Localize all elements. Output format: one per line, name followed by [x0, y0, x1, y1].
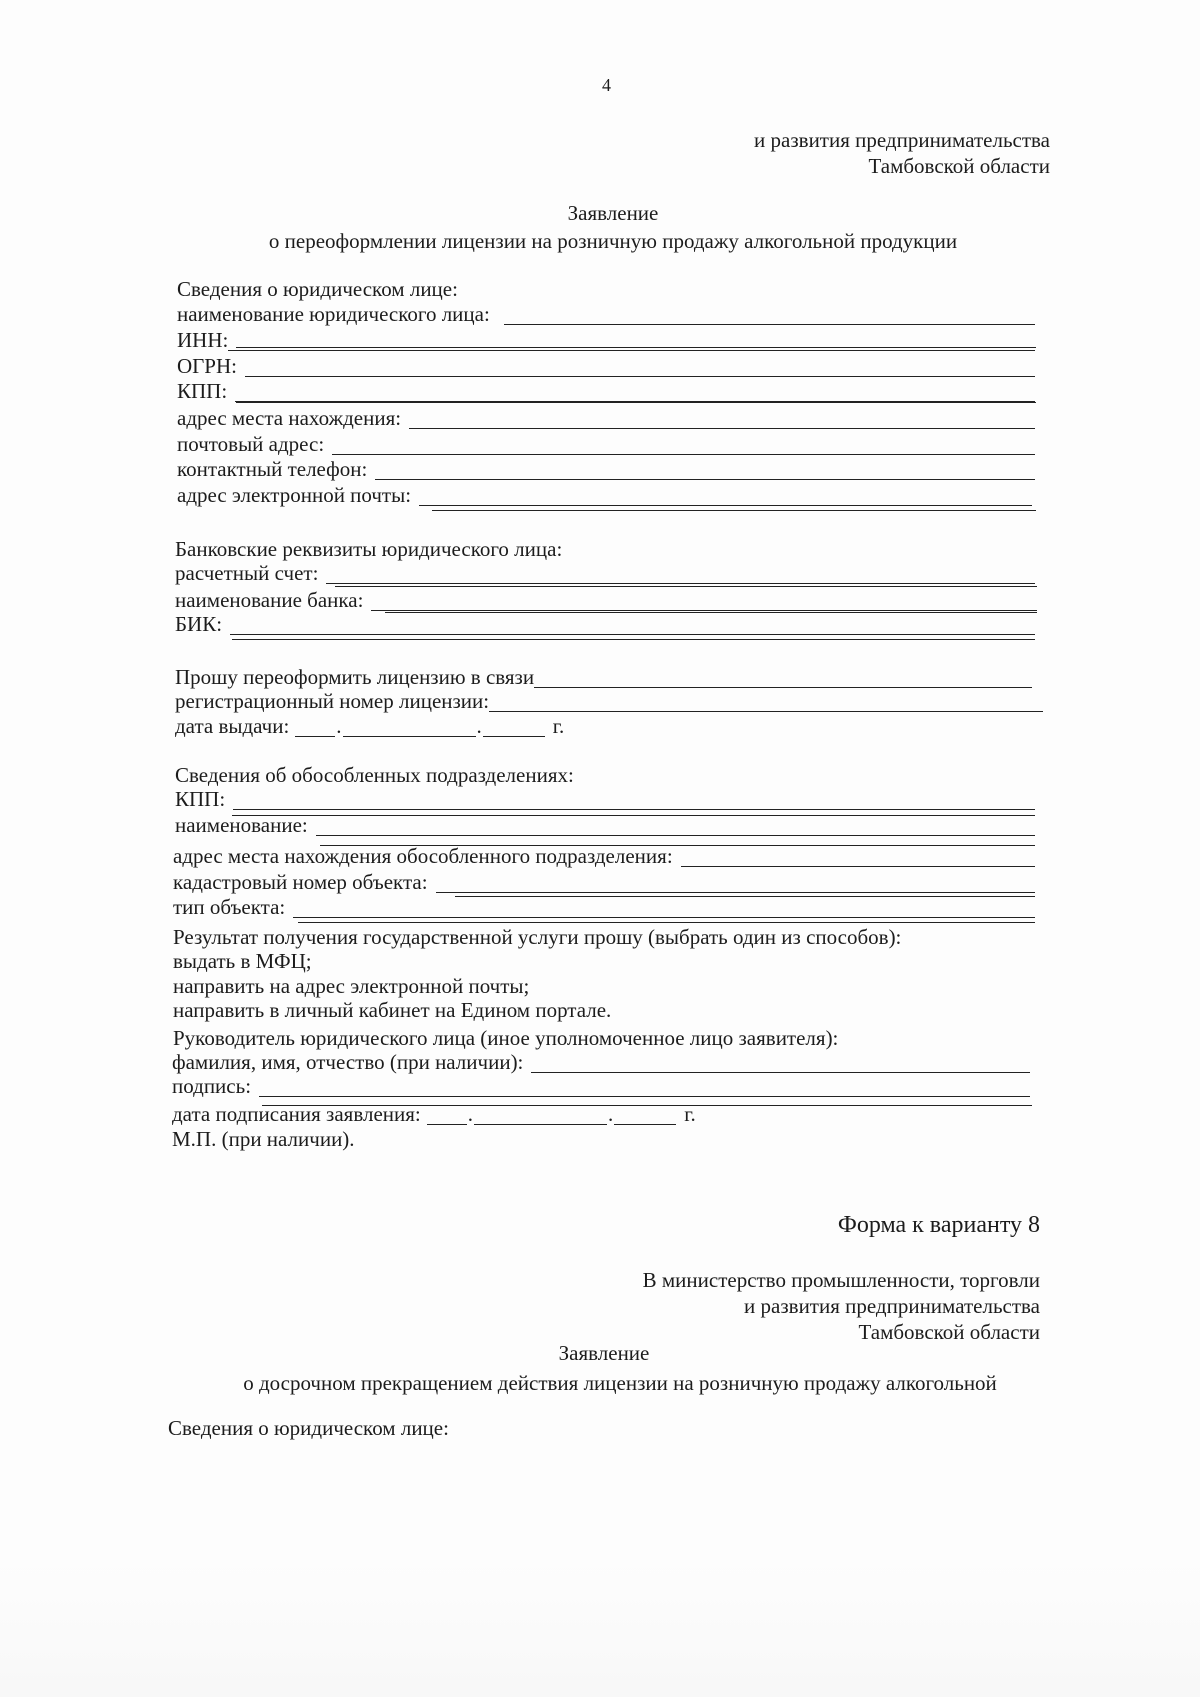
- fill-line[interactable]: [230, 617, 1035, 635]
- field-label: кадастровый номер объекта:: [173, 870, 428, 894]
- form8-subject: о досрочном прекращением действия лицензии на розничную продажу алкогольной: [243, 1371, 997, 1395]
- fill-line-continuation: [335, 586, 1037, 587]
- fill-line[interactable]: [245, 359, 1035, 377]
- fill-line-continuation: [298, 922, 1035, 923]
- field-entity-name[interactable]: [177, 304, 1035, 325]
- field-subdivision-name[interactable]: [175, 815, 1035, 836]
- fill-line-continuation: [432, 510, 1036, 511]
- application-title: Заявление: [567, 201, 659, 225]
- field-bank-name[interactable]: [175, 590, 1037, 611]
- field-label: Прошу переоформить лицензию в связи: [175, 665, 535, 689]
- fill-line[interactable]: [259, 1079, 1030, 1097]
- field-signature[interactable]: [172, 1076, 1030, 1097]
- fill-line[interactable]: [419, 488, 1032, 506]
- form8-title: Заявление: [558, 1341, 650, 1365]
- field-label: БИК:: [175, 612, 223, 636]
- fill-line[interactable]: [375, 462, 1035, 480]
- field-label: ИНН:: [177, 328, 229, 352]
- field-label: контактный телефон:: [177, 457, 368, 481]
- field-label: регистрационный номер лицензии:: [175, 689, 490, 713]
- fill-line[interactable]: [681, 849, 1035, 867]
- fill-line[interactable]: [316, 818, 1035, 836]
- field-label: ОГРН:: [177, 354, 237, 378]
- year-line[interactable]: [483, 719, 545, 737]
- fill-line-continuation: [232, 639, 1035, 640]
- fill-line-continuation: [385, 612, 1037, 613]
- fill-line[interactable]: [534, 670, 1032, 688]
- fill-line[interactable]: [409, 411, 1035, 429]
- field-bik[interactable]: [175, 614, 1035, 635]
- addressee-line-1: и развития предпринимательства: [754, 128, 1050, 152]
- field-subdivision-address[interactable]: [173, 846, 1035, 867]
- field-kpp[interactable]: [177, 381, 1035, 402]
- fill-line[interactable]: [233, 792, 1035, 810]
- field-label: адрес места нахождения:: [177, 406, 402, 430]
- field-label: КПП:: [177, 379, 228, 403]
- form8-addressee-line-1: В министерство промышленности, торговли: [642, 1268, 1040, 1292]
- fill-line[interactable]: [293, 900, 1035, 918]
- fill-line[interactable]: [235, 384, 1035, 402]
- page-number: 4: [602, 75, 611, 95]
- field-object-type[interactable]: [173, 897, 1035, 918]
- field-label: подпись:: [172, 1074, 252, 1098]
- field-cadastral-number[interactable]: [173, 872, 1035, 893]
- year-suffix: г.: [684, 1102, 696, 1126]
- field-label: почтовый адрес:: [177, 432, 325, 456]
- month-line[interactable]: [474, 1107, 607, 1125]
- form8-addressee-line-2: и развития предпринимательства: [744, 1294, 1040, 1318]
- legal-entity-heading: Сведения о юридическом лице:: [177, 277, 458, 301]
- result-heading: Результат получения государственной услуги прошу (выбрать один из способов):: [173, 925, 902, 949]
- field-sign-date[interactable]: дата подписания заявления: . . г.: [172, 1102, 696, 1126]
- field-label: КПП:: [175, 787, 226, 811]
- field-label: адрес места нахождения обособленного подразделения:: [173, 844, 673, 868]
- result-option-mfc[interactable]: выдать в МФЦ;: [173, 949, 312, 973]
- field-label: фамилия, имя, отчество (при наличии):: [172, 1050, 524, 1074]
- field-phone[interactable]: [177, 459, 1035, 480]
- year-line[interactable]: [614, 1107, 676, 1125]
- field-label: дата выдачи:: [175, 714, 290, 738]
- field-label: наименование юридического лица:: [177, 302, 490, 326]
- fill-line-continuation: [236, 402, 1036, 403]
- day-line[interactable]: [295, 719, 335, 737]
- field-label: расчетный счет:: [175, 561, 319, 585]
- field-label: дата подписания заявления:: [172, 1102, 421, 1126]
- fill-line[interactable]: [531, 1055, 1030, 1073]
- fill-line[interactable]: [436, 875, 1035, 893]
- fill-line[interactable]: [489, 694, 1043, 712]
- signatory-heading: Руководитель юридического лица (иное уполномоченное лицо заявителя):: [173, 1026, 839, 1050]
- form8-addressee-line-3: Тамбовской области: [858, 1320, 1040, 1344]
- fill-line[interactable]: [228, 333, 1035, 351]
- fill-line[interactable]: [371, 593, 1037, 611]
- field-label: адрес электронной почты:: [177, 483, 412, 507]
- month-line[interactable]: [343, 719, 476, 737]
- bank-heading: Банковские реквизиты юридического лица:: [175, 537, 563, 561]
- year-suffix: г.: [552, 714, 565, 738]
- field-subdivision-kpp[interactable]: [175, 789, 1035, 810]
- field-reg-number[interactable]: [175, 691, 1043, 712]
- field-ogrn[interactable]: [177, 356, 1035, 377]
- subdivisions-heading: Сведения об обособленных подразделениях:: [175, 763, 574, 787]
- fill-line[interactable]: [326, 566, 1035, 584]
- result-option-portal[interactable]: направить в личный кабинет на Едином портале.: [173, 998, 612, 1022]
- fill-line[interactable]: [504, 307, 1035, 325]
- field-label: тип объекта:: [173, 895, 286, 919]
- field-address[interactable]: [177, 408, 1035, 429]
- field-issue-date[interactable]: дата выдачи: . . г.: [175, 714, 565, 738]
- form-variant-label: Форма к варианту 8: [837, 1212, 1040, 1238]
- result-option-email[interactable]: направить на адрес электронной почты;: [173, 974, 530, 998]
- addressee-line-2: Тамбовской области: [868, 154, 1050, 178]
- fill-line[interactable]: [332, 437, 1035, 455]
- field-reissue-reason[interactable]: [175, 667, 1032, 688]
- field-full-name[interactable]: [172, 1052, 1030, 1073]
- field-label: наименование банка:: [175, 588, 364, 612]
- field-label: наименование:: [175, 813, 308, 837]
- form8-entity-heading: Сведения о юридическом лице:: [168, 1416, 449, 1440]
- field-email[interactable]: [177, 485, 1032, 506]
- day-line[interactable]: [427, 1107, 467, 1125]
- field-postal-address[interactable]: [177, 434, 1035, 455]
- stamp-note: М.П. (при наличии).: [172, 1127, 355, 1151]
- application-subject: о переоформлении лицензии на розничную продажу алкогольной продукции: [268, 229, 958, 253]
- scan-shadow: [0, 1560, 1200, 1697]
- field-account[interactable]: [175, 563, 1035, 584]
- fill-line-continuation: [236, 347, 1036, 348]
